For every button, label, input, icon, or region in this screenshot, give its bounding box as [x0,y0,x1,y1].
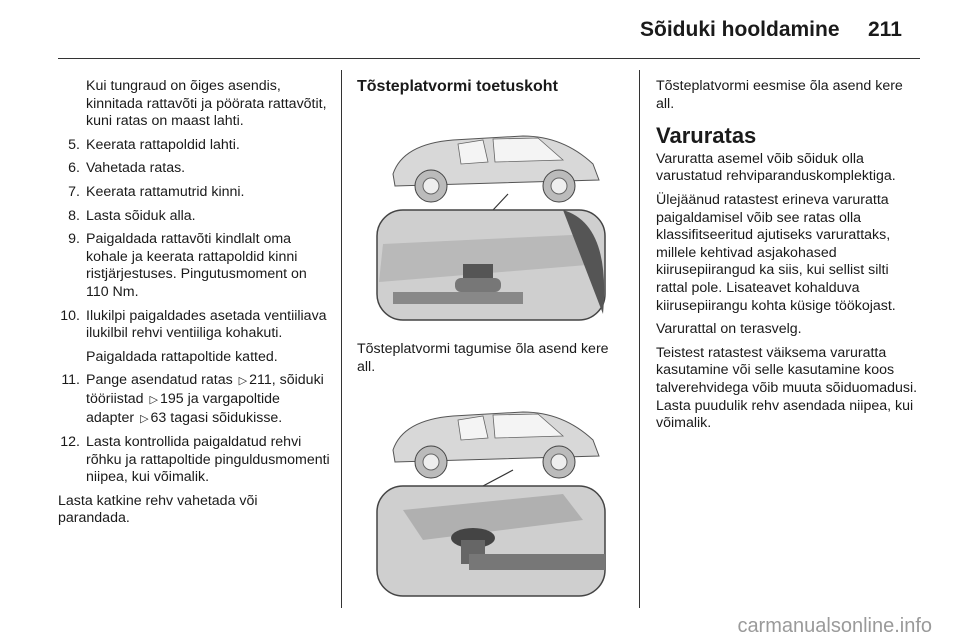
page-reference-arrow-icon: ▷ [149,393,158,406]
list-item: 12. Lasta kontrollida paigaldatud rehvi rõhku ja rattapoltide pinguldusmomenti niipea, kui võimalik. [60,434,330,486]
list-item: 9. Paigaldada rattavõti kindlalt oma kohale ja keerata rattapoldid kinni ristjärjestuses. Pingutusmoment on 110 Nm. [68,231,307,300]
paragraph: Varuratta asemel võib sõiduk olla varustatud rehviparanduskomplektiga. [656,150,896,185]
paragraph: Varurattal on terasvelg. [656,321,802,338]
rear-lift-point-illustration [363,390,619,600]
page-reference-link[interactable]: 195 ja [160,390,199,407]
list-item: 6. Vahetada ratas. [68,160,186,177]
figure-caption: Tõsteplatvormi eesmise õla asend kere all. [656,78,903,112]
list-item-extra: Paigaldada rattapoltide katted. [86,348,278,365]
page-reference-link[interactable]: 211, [249,372,276,389]
page-reference-arrow-icon: ▷ [140,412,149,425]
front-lift-point-illustration [363,114,619,324]
intro-paragraph: Kui tungraud on õiges asendis, kinnitada rattavõti ja pöörata rattavõtit, kuni ratas on maast lahti. [86,78,327,130]
list-item: 11. Pange asendatud ratas ▷ 211, sõiduki tööriistad ▷ 195 ja vargapoltide adapter ▷ 63 tagasi sõidukisse. [61,372,324,426]
list-item: 7. Keerata rattamutrid kinni. [68,183,245,200]
instruction-list [58,137,330,487]
figure-caption: Tõsteplatvormi tagumise õla asend kere all. [357,341,609,375]
page-header-title: Sõiduki hooldamine [640,18,840,41]
column-left [58,78,330,534]
column-divider-left [341,70,342,608]
column-divider-right [639,70,640,608]
section-heading: Tõsteplatvormi toetuskoht [357,78,558,95]
page-number: 211 [868,18,902,41]
paragraph: Teistest ratastest väiksema varuratta kasutamine või selle kasutamine koos talverehvidega võib muuta sõiduomadusi. Lasta puudulik rehv asendada niipea, kui võimalik. [656,344,918,432]
list-item: 5. Keerata rattapoldid lahti. [68,136,240,153]
closing-paragraph: Lasta katkine rehv vahetada või parandada. [58,492,258,527]
page-reference-link[interactable]: 63 tagasi sõidukisse. [150,409,283,426]
column-middle [357,78,625,618]
page-reference-arrow-icon: ▷ [238,375,248,388]
column-right [656,78,922,439]
section-heading: Varuratas [656,123,757,149]
list-item: 8. Lasta sõiduk alla. [68,207,196,224]
list-item: 10. Ilukilpi paigaldades asetada ventiiliava ilukilbil rehvi ventiiliga kohakuti. Paigaldada rattapoltide katted. [58,308,330,367]
watermark: carmanualsonline.info [737,615,932,637]
paragraph: Ülejäänud ratastest erineva varuratta paigaldamisel võib see ratas olla klassifitseeritud ajutiseks varurattaks, millele kehtivad asjakohased kiirusepiirangud ka siis, kui sellist silti rattal pole. Lisateavet kohalduva kiirusepiirangu kohta küsige töökojast. [656,191,896,314]
header-divider [58,58,920,59]
